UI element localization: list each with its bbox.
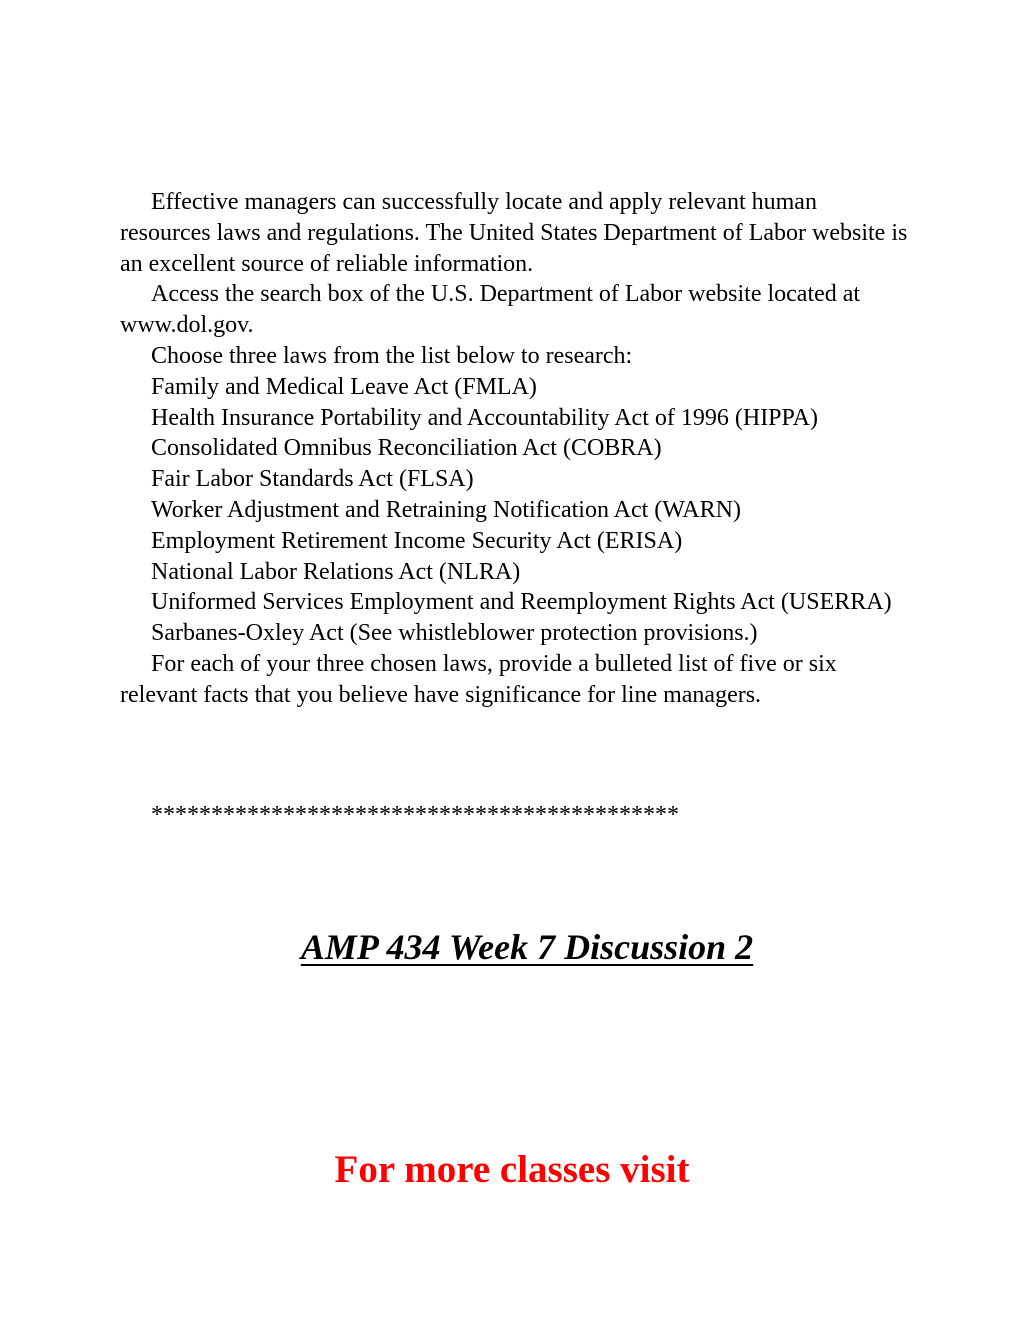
separator-stars: ******************************************** (151, 802, 679, 828)
law-item-hippa: Health Insurance Portability and Accountability Act of 1996 (HIPPA) (151, 404, 818, 431)
law-item-sarbanes-oxley: Sarbanes-Oxley Act (See whistleblower protection provisions.) (151, 620, 758, 647)
law-item-userra: Uniformed Services Employment and Reemployment Rights Act (USERRA) (151, 589, 892, 616)
page-title: AMP 434 Week 7 Discussion 2 (300, 927, 754, 967)
law-item-flsa: Fair Labor Standards Act (FLSA) (151, 466, 474, 493)
document-body (120, 187, 910, 711)
instruction-bulleted-list: For each of your three chosen laws, provide a bulleted list of five or six relevant facts that you believe have significance for line managers. (120, 650, 837, 708)
instruction-access-search: Access the search box of the U.S. Department of Labor website located at www.dol.gov. (120, 281, 861, 339)
law-item-cobra: Consolidated Omnibus Reconciliation Act (COBRA) (151, 435, 662, 462)
instruction-choose-laws: Choose three laws from the list below to research: (151, 342, 633, 369)
intro-paragraph: Effective managers can successfully locate and apply relevant human resources laws and regulations. The United States Department of Labor website is an excellent source of reliable information. (120, 189, 908, 277)
law-item-erisa: Employment Retirement Income Security Act (ERISA) (151, 527, 683, 554)
law-item-nlra: National Labor Relations Act (NLRA) (151, 558, 521, 585)
law-item-fmla: Family and Medical Leave Act (FMLA) (151, 373, 537, 400)
more-classes-text: For more classes visit (334, 1148, 690, 1191)
law-item-warn: Worker Adjustment and Retraining Notification Act (WARN) (151, 496, 741, 523)
